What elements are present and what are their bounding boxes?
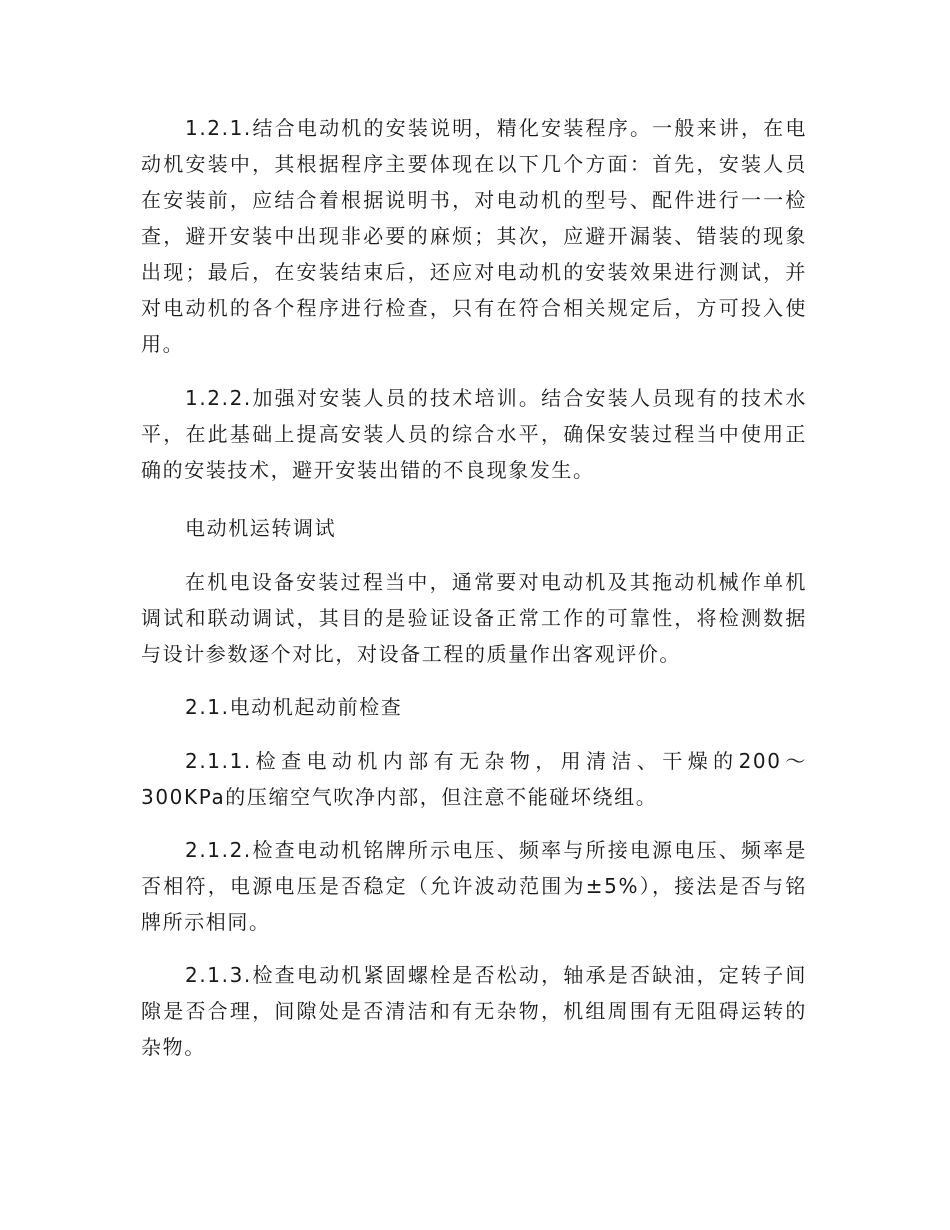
paragraph-1-2-1: 1.2.1.结合电动机的安装说明，精化安装程序。一般来讲，在电动机安装中，其根据程序主要体现在以下几个方面：首先，安装人员在安装前，应结合着根据说明书，对电动机的型号、配件进行一一检查，避开安装中出现非必要的麻烦；其次，应避开漏装、错装的现象出现；最后，在安装结束后，还应对电动机的安装效果进行测试，并对电动机的各个程序进行检查，只有在符合相关规定后，方可投入使用。 bbox=[141, 116, 807, 356]
paragraph-1-2-2: 1.2.2.加强对安装人员的技术培训。结合安装人员现有的技术水平，在此基础上提高安装人员的综合水平，确保安装过程当中使用正确的安装技术，避开安装出错的不良现象发生。 bbox=[141, 386, 807, 482]
subheading-2-1: 2.1.电动机起动前检查 bbox=[185, 695, 403, 719]
paragraph-commissioning-intro: 在机电设备安装过程当中，通常要对电动机及其拖动机械作单机调试和联动调试，其目的是验证设备正常工作的可靠性，将检测数据与设计参数逐个对比，对设备工程的质量作出客观评价。 bbox=[141, 570, 807, 666]
section-heading-motor-commissioning: 电动机运转调试 bbox=[185, 516, 337, 540]
paragraph-2-1-1: 2.1.1.检查电动机内部有无杂物，用清洁、干燥的200～300KPa的压缩空气吹净内部，但注意不能碰坏绕组。 bbox=[141, 749, 807, 809]
paragraph-2-1-2: 2.1.2.检查电动机铭牌所示电压、频率与所接电源电压、频率是否相符，电源电压是否稳定（允许波动范围为±5%），接法是否与铭牌所示相同。 bbox=[141, 838, 807, 934]
paragraph-2-1-3: 2.1.3.检查电动机紧固螺栓是否松动，轴承是否缺油，定转子间隙是否合理，间隙处是否清洁和有无杂物，机组周围有无阻碍运转的杂物。 bbox=[141, 963, 807, 1059]
